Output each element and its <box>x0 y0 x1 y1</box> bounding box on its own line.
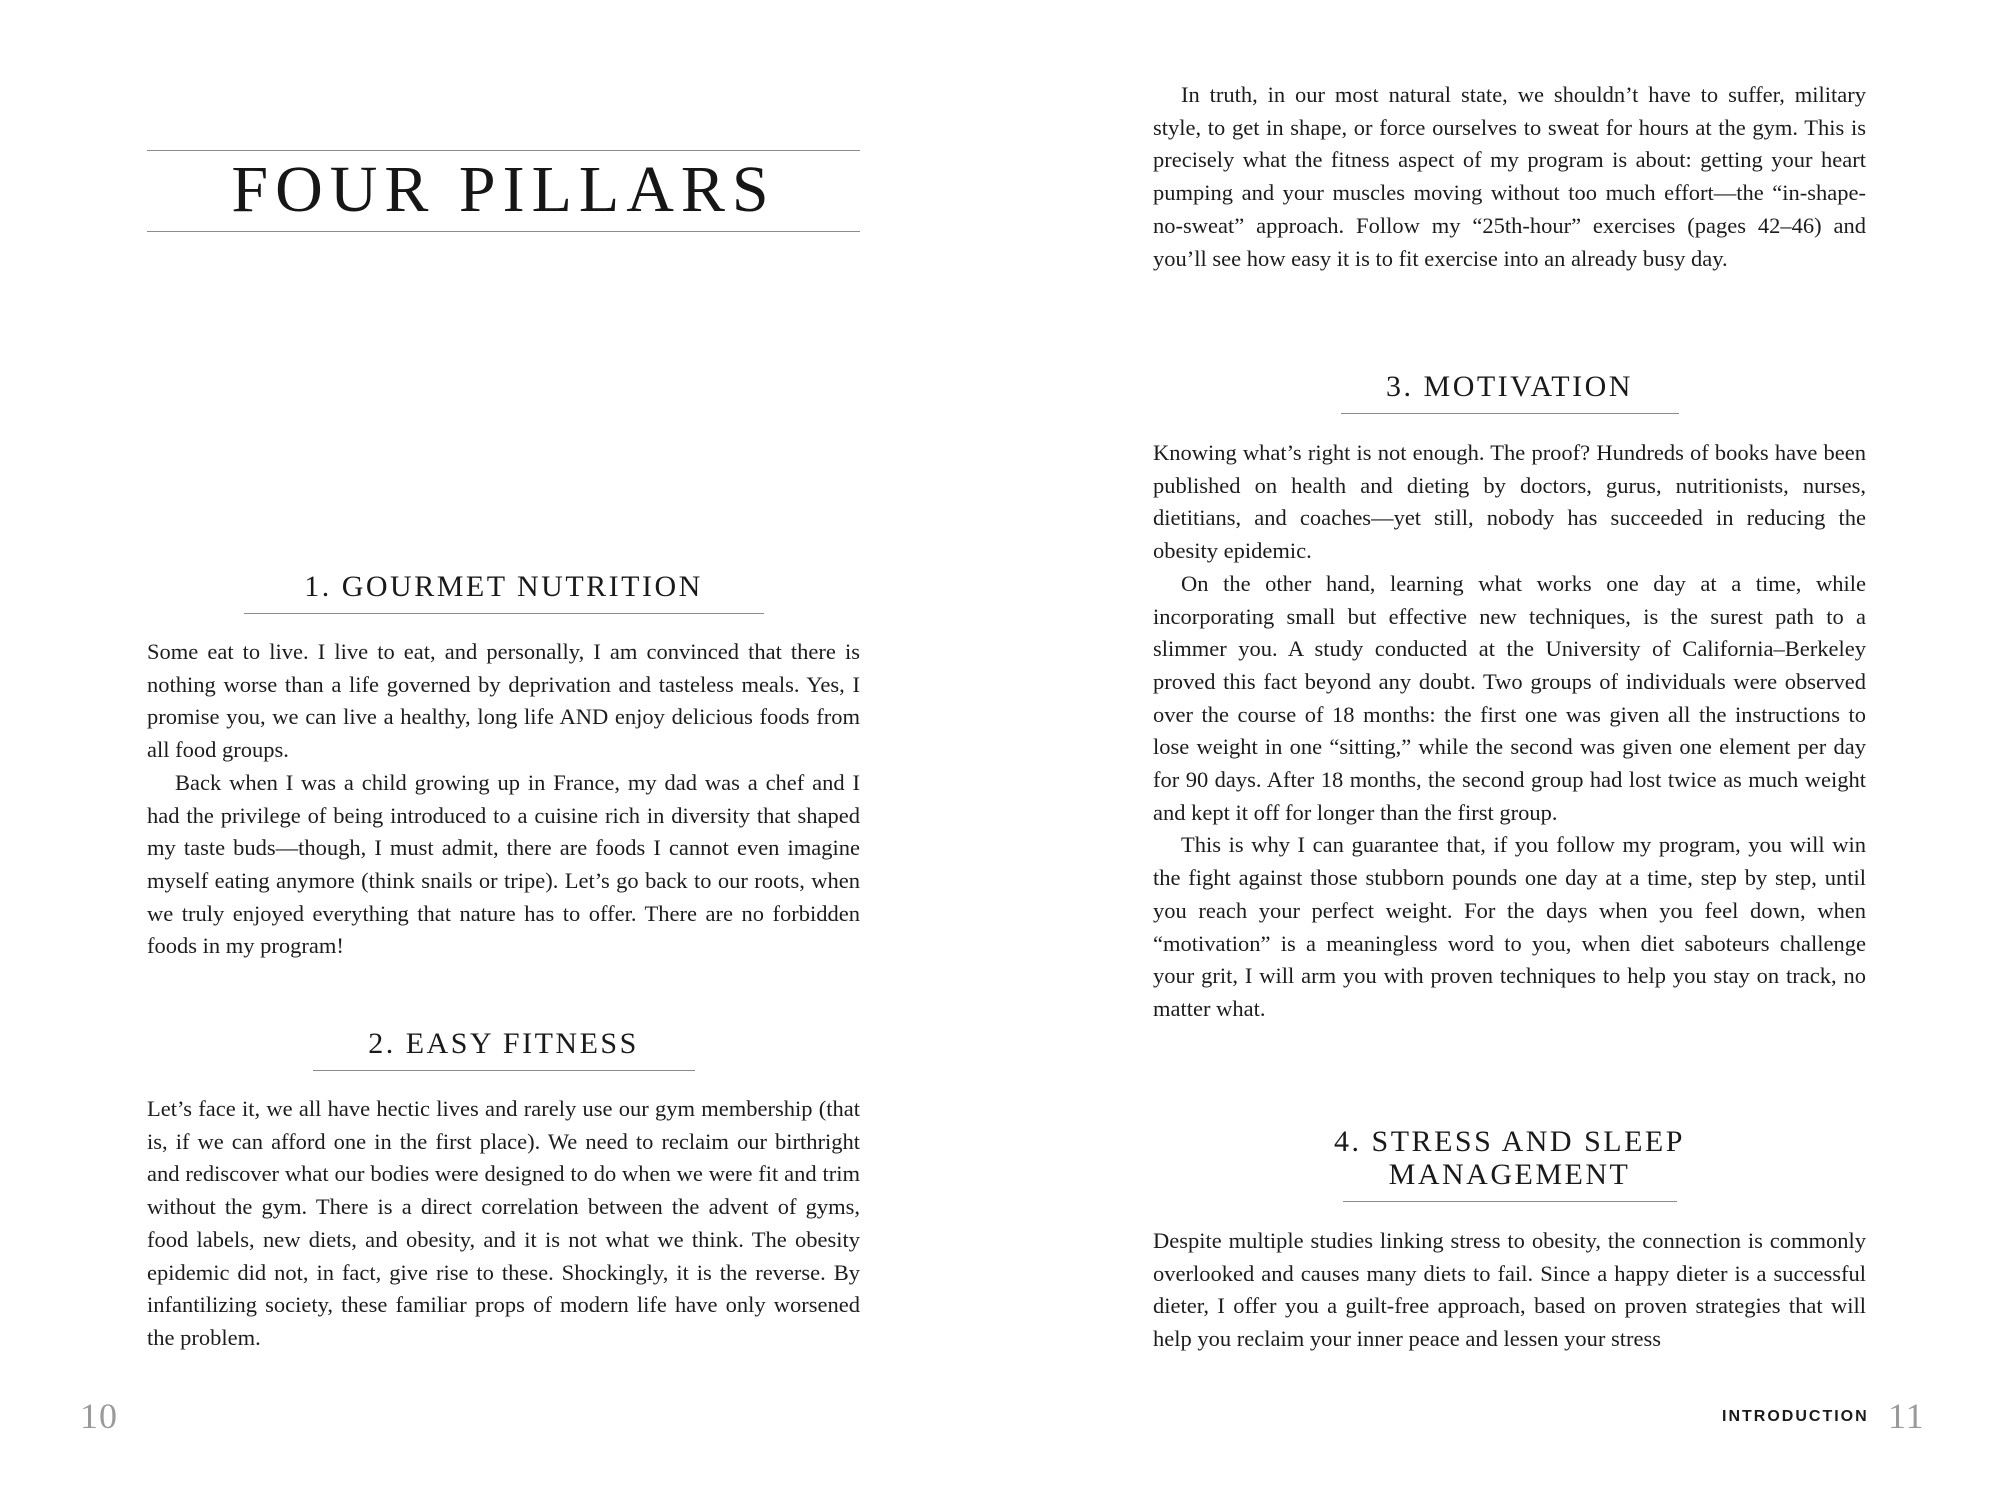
section-heading-motivation <box>1153 370 1866 414</box>
paragraph: Back when I was a child growing up in France, my dad was a chef and I had the privilege of being introduced to a cuisine rich in diversity that shaped my taste buds—though, I must admit, there are foods I cannot even imagine myself eating anymore (think snails or tripe). Let’s go back to our roots, when we truly enjoyed everything that nature has to offer. There are no forbidden foods in my program! <box>147 769 860 959</box>
paragraph: Let’s face it, we all have hectic lives and rarely use our gym membership (that is, if we can afford one in the first place). We need to reclaim our birthright and rediscover what our bodies were designed to do when we were fit and trim without the gym. There is a direct correlation between the advent of gyms, food labels, new diets, and obesity, and it is not what we think. The obesity epidemic did not, in fact, give rise to these. Shockingly, it is the reverse. By infantilizing society, these familiar props of modern life have only worsened the problem. <box>147 1096 860 1350</box>
section-heading-text-line2: MANAGEMENT <box>1388 1158 1631 1191</box>
section-heading-text: 2. EASY FITNESS <box>368 1027 639 1060</box>
running-head: INTRODUCTION <box>1722 1408 1869 1425</box>
chapter-title-bottom-rule <box>147 231 860 232</box>
section-heading-gourmet-nutrition <box>147 570 860 614</box>
paragraph: Knowing what’s right is not enough. The proof? Hundreds of books have been published on health and dieting by doctors, gurus, nutritionists, nurses, dietitians, and coaches—yet still, nobody has succeeded in reducing the obesity epidemic. <box>1153 440 1866 564</box>
continued-body-text <box>1153 79 1866 275</box>
section-heading-text-line1: 4. STRESS AND SLEEP <box>1334 1125 1685 1158</box>
section-heading-rule <box>313 1070 695 1071</box>
section-heading-stress-sleep <box>1153 1125 1866 1202</box>
paragraph: Some eat to live. I live to eat, and personally, I am convinced that there is nothing worse than a life governed by deprivation and tasteless meals. Yes, I promise you, we can live a healthy, long life AND enjoy delicious foods from all food groups. <box>147 639 860 763</box>
section-heading-rule <box>1341 413 1679 414</box>
section-body-stress-sleep <box>1153 1225 1866 1356</box>
section-heading-rule <box>244 613 764 614</box>
chapter-title-block <box>147 150 860 232</box>
section-body-easy-fitness <box>147 1093 860 1355</box>
section-heading-rule <box>1343 1201 1677 1202</box>
paragraph: In truth, in our most natural state, we shouldn’t have to suffer, military style, to get in shape, or force ourselves to sweat for hours at the gym. This is precisely what the fitness aspect of my program is about: getting your heart pumping and your muscles moving without too much effort—the “in-shape-no-sweat” approach. Follow my “25th-hour” exercises (pages 42–46) and you’ll see how easy it is to fit exercise into an already busy day. <box>1153 82 1866 271</box>
paragraph: This is why I can guarantee that, if you follow my program, you will win the fight against those stubborn pounds one day at a time, step by step, until you reach your perfect weight. For the days when you feel down, when “motivation” is a meaningless word to you, when diet saboteurs challenge your grit, I will arm you with proven techniques to help you stay on track, no matter what. <box>1153 832 1866 1021</box>
chapter-title: FOUR PILLARS <box>231 153 776 226</box>
section-body-gourmet-nutrition <box>147 636 860 963</box>
section-heading-text: 1. GOURMET NUTRITION <box>304 570 703 603</box>
page-number-left: 10 <box>80 1396 118 1436</box>
page-number-right: 11 <box>1888 1396 1925 1436</box>
paragraph: Despite multiple studies linking stress to obesity, the connection is commonly overlooked and causes many diets to fail. Since a happy dieter is a successful dieter, I offer you a guilt-free approach, based on proven strategies that will help you reclaim your inner peace and lessen your stress <box>1153 1228 1866 1352</box>
paragraph: On the other hand, learning what works one day at a time, while incorporating small but effective new techniques, is the surest path to a slimmer you. A study conducted at the University of California–Berkeley proved this fact beyond any doubt. Two groups of individuals were observed over the course of 18 months: the first one was given all the instructions to lose weight in one “sitting,” while the second was given one element per day for 90 days. After 18 months, the second group had lost twice as much weight and kept it off for longer than the first group. <box>1153 570 1866 825</box>
right-page <box>1000 0 2000 1500</box>
section-heading-text: 3. MOTIVATION <box>1386 370 1633 403</box>
section-body-motivation <box>1153 437 1866 1026</box>
section-heading-easy-fitness <box>147 1027 860 1071</box>
